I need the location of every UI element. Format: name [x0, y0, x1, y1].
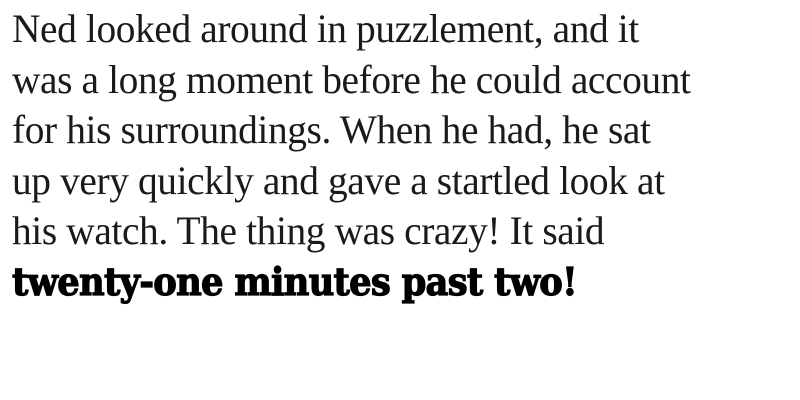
passage-line: up very quickly and gave a startled look at [12, 157, 665, 203]
passage-line: his watch. The thing was crazy! It said [12, 208, 605, 253]
passage-line: Ned looked around in puzzlement, and it [12, 6, 639, 51]
passage-line: was a long moment before he could account [12, 56, 691, 102]
emphasized-line: twenty-one minutes past two! [12, 258, 577, 304]
passage [12, 4, 788, 307]
passage-line: for his surroundings. When he had, he sat [12, 107, 651, 152]
